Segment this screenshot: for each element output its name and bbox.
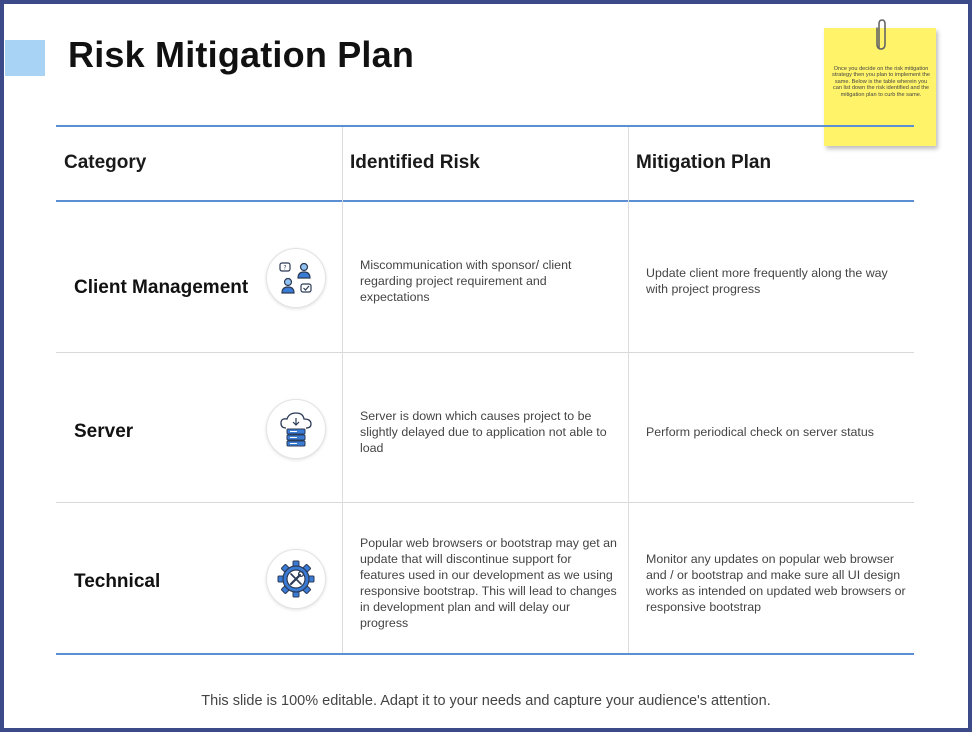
slide — [4, 4, 968, 728]
risk-technical: Popular web browsers or bootstrap may get an update that will discontinue support for features used in our development as we using responsive bootstrap. This will lead to changes in development plan and will delay our progress — [360, 536, 617, 630]
title-accent-bar — [5, 40, 45, 76]
plan-server: Perform periodical check on server status — [646, 425, 874, 439]
category-technical: Technical — [74, 571, 161, 592]
column-divider — [342, 127, 343, 653]
row-divider — [56, 352, 914, 353]
plan-technical: Monitor any updates on popular web browser and / or bootstrap and make sure all UI design works as intended on updated web browsers or responsive bootstrap — [646, 552, 906, 614]
gear-tools-icon — [266, 549, 326, 609]
risk-table — [56, 125, 914, 656]
cloud-server-icon — [266, 399, 326, 459]
column-divider — [628, 127, 629, 653]
header-identified-risk: Identified Risk — [350, 152, 480, 173]
category-server: Server — [74, 421, 134, 442]
risk-server: Server is down which causes project to be slightly delayed due to application not able to load — [360, 409, 607, 455]
table-bottom-rule — [56, 653, 914, 655]
page-title: Risk Mitigation Plan — [68, 34, 415, 75]
category-client-management: Client Management — [74, 277, 249, 298]
header-mitigation-plan: Mitigation Plan — [636, 152, 772, 173]
risk-client-management: Miscommunication with sponsor/ client regarding project requirement and expectations — [360, 258, 572, 304]
footer-note: This slide is 100% editable. Adapt it to your needs and capture your audience's attention. — [201, 693, 771, 709]
sticky-note-text: Once you decide on the risk mitigation strategy then you plan to implement the same. Below is the table wherein you can list down the risk identified and the mitigation plan to curb the same. — [832, 66, 930, 98]
header-category: Category — [64, 152, 147, 173]
svg-text:?: ? — [283, 264, 287, 272]
table-top-rule — [56, 125, 914, 127]
row-divider — [56, 502, 914, 503]
paperclip-icon — [874, 18, 888, 52]
client-meeting-icon — [266, 248, 326, 308]
header-rule — [56, 200, 914, 202]
plan-client-management: Update client more frequently along the way with project progress — [646, 266, 888, 296]
